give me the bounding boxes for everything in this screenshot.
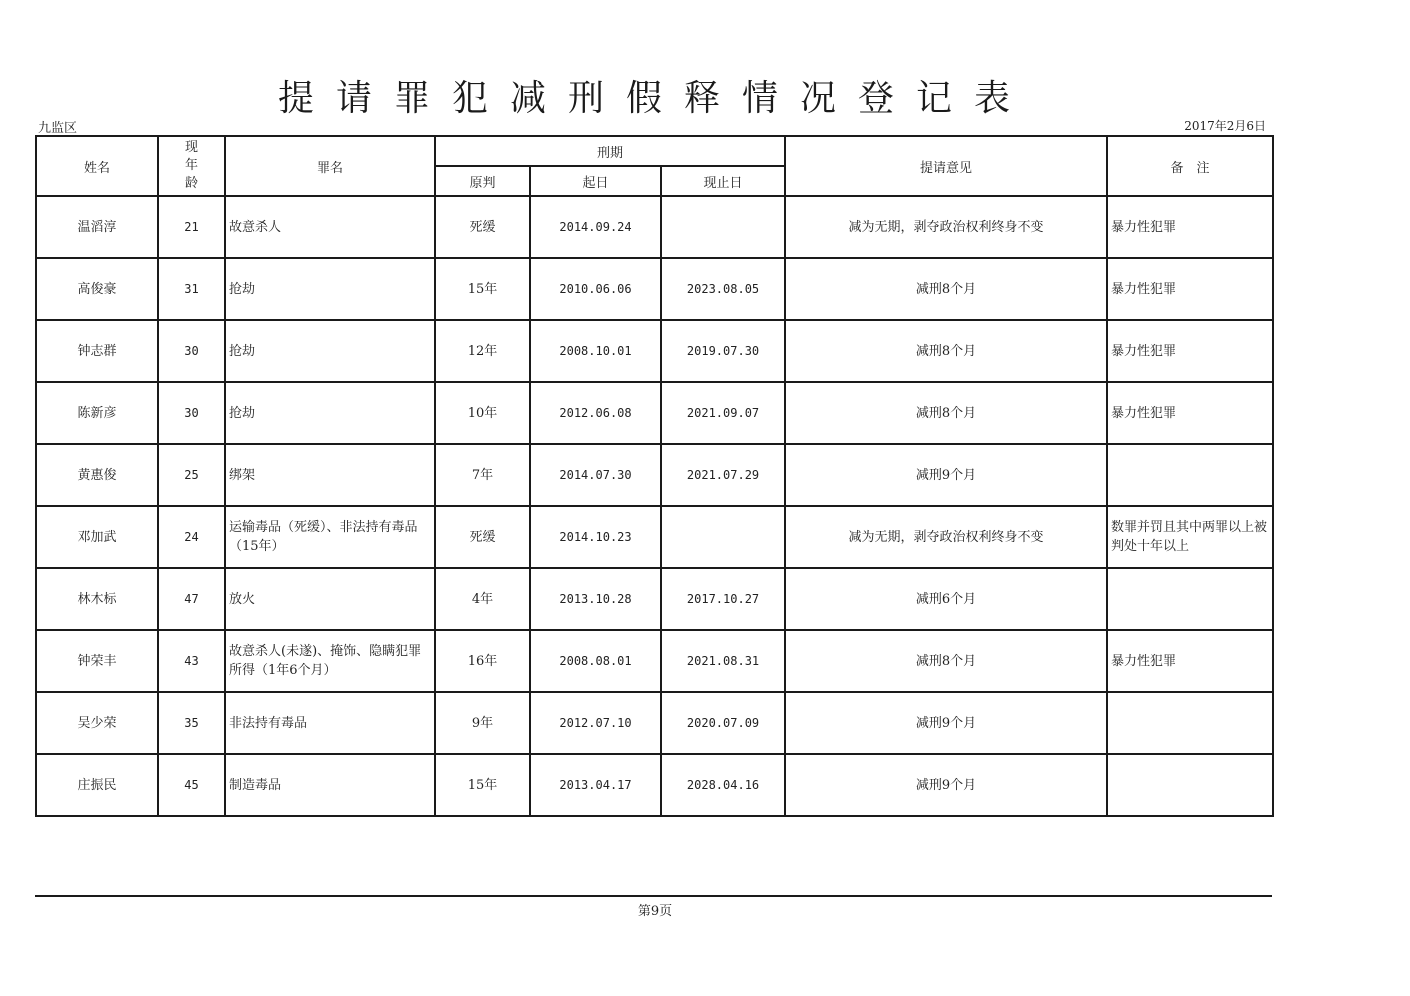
cell-remark: 暴力性犯罪 — [1107, 382, 1273, 444]
page-title: 提请罪犯减刑假释情况登记表 — [277, 78, 1032, 119]
header-remark: 备 注 — [1107, 136, 1273, 196]
cell-opinion: 减为无期，剥夺政治权利终身不变 — [785, 506, 1107, 568]
cell-crime: 非法持有毒品 — [225, 692, 435, 754]
cell-end-date — [661, 196, 785, 258]
cell-age: 31 — [158, 258, 225, 320]
cell-crime: 绑架 — [225, 444, 435, 506]
table-row — [36, 506, 1273, 568]
cell-remark — [1107, 444, 1273, 506]
header-opinion: 提请意见 — [785, 136, 1107, 196]
cell-start-date: 2008.10.01 — [530, 320, 661, 382]
cell-age: 43 — [158, 630, 225, 692]
cell-age: 21 — [158, 196, 225, 258]
cell-end-date: 2023.08.05 — [661, 258, 785, 320]
table-row — [36, 444, 1273, 506]
cell-remark: 暴力性犯罪 — [1107, 258, 1273, 320]
cell-opinion: 减为无期，剥夺政治权利终身不变 — [785, 196, 1107, 258]
header-original-sentence: 原判 — [435, 166, 530, 196]
header-crime: 罪名 — [225, 136, 435, 196]
cell-name: 温滔淳 — [36, 196, 158, 258]
cell-age: 47 — [158, 568, 225, 630]
cell-start-date: 2013.10.28 — [530, 568, 661, 630]
cell-remark: 暴力性犯罪 — [1107, 630, 1273, 692]
cell-original-sentence: 4年 — [435, 568, 530, 630]
cell-name: 吴少荣 — [36, 692, 158, 754]
cell-crime: 故意杀人(未遂)、掩饰、隐瞒犯罪所得（1年6个月） — [225, 630, 435, 692]
cell-original-sentence: 10年 — [435, 382, 530, 444]
cell-name: 高俊豪 — [36, 258, 158, 320]
cell-start-date: 2012.07.10 — [530, 692, 661, 754]
cell-name: 邓加武 — [36, 506, 158, 568]
page-number: 第9页 — [637, 904, 673, 919]
cell-start-date: 2008.08.01 — [530, 630, 661, 692]
cell-name: 林木标 — [36, 568, 158, 630]
cell-name: 黄惠俊 — [36, 444, 158, 506]
cell-crime: 故意杀人 — [225, 196, 435, 258]
cell-original-sentence: 15年 — [435, 754, 530, 816]
cell-remark: 暴力性犯罪 — [1107, 196, 1273, 258]
table-row — [36, 692, 1273, 754]
cell-start-date: 2014.10.23 — [530, 506, 661, 568]
cell-age: 35 — [158, 692, 225, 754]
cell-opinion: 减刑8个月 — [785, 630, 1107, 692]
cell-end-date: 2020.07.09 — [661, 692, 785, 754]
cell-remark — [1107, 754, 1273, 816]
cell-crime: 抢劫 — [225, 258, 435, 320]
header-start-date: 起日 — [530, 166, 661, 196]
cell-opinion: 减刑9个月 — [785, 444, 1107, 506]
table-header — [36, 136, 1273, 196]
cell-original-sentence: 16年 — [435, 630, 530, 692]
table-row — [36, 568, 1273, 630]
cell-crime: 抢劫 — [225, 320, 435, 382]
date-label: 2017年2月6日 — [1184, 119, 1266, 133]
cell-remark: 数罪并罚且其中两罪以上被判处十年以上 — [1107, 506, 1273, 568]
cell-name: 钟志群 — [36, 320, 158, 382]
cell-original-sentence: 7年 — [435, 444, 530, 506]
cell-start-date: 2014.07.30 — [530, 444, 661, 506]
cell-name: 庄振民 — [36, 754, 158, 816]
footer-divider — [35, 895, 1272, 897]
cell-name: 陈新彦 — [36, 382, 158, 444]
cell-opinion: 减刑8个月 — [785, 258, 1107, 320]
cell-original-sentence: 死缓 — [435, 506, 530, 568]
cell-end-date: 2021.07.29 — [661, 444, 785, 506]
table-row — [36, 196, 1273, 258]
cell-original-sentence: 15年 — [435, 258, 530, 320]
header-end-date: 现止日 — [661, 166, 785, 196]
table-row — [36, 320, 1273, 382]
cell-start-date: 2014.09.24 — [530, 196, 661, 258]
cell-original-sentence: 12年 — [435, 320, 530, 382]
header-term: 刑期 — [435, 136, 785, 166]
cell-original-sentence: 死缓 — [435, 196, 530, 258]
cell-age: 30 — [158, 382, 225, 444]
table-row — [36, 382, 1273, 444]
cell-opinion: 减刑9个月 — [785, 692, 1107, 754]
cell-opinion: 减刑9个月 — [785, 754, 1107, 816]
cell-end-date: 2028.04.16 — [661, 754, 785, 816]
cell-crime: 运输毒品（死缓）、非法持有毒品（15年） — [225, 506, 435, 568]
unit-label: 九监区 — [38, 121, 78, 136]
cell-end-date: 2019.07.30 — [661, 320, 785, 382]
header-age: 现 年 龄 — [158, 136, 225, 196]
cell-opinion: 减刑6个月 — [785, 568, 1107, 630]
cell-end-date: 2021.08.31 — [661, 630, 785, 692]
cell-remark — [1107, 692, 1273, 754]
cell-opinion: 减刑8个月 — [785, 382, 1107, 444]
cell-end-date: 2017.10.27 — [661, 568, 785, 630]
header-name: 姓名 — [36, 136, 158, 196]
table-body — [36, 196, 1273, 816]
cell-start-date: 2013.04.17 — [530, 754, 661, 816]
cell-start-date: 2012.06.08 — [530, 382, 661, 444]
cell-start-date: 2010.06.06 — [530, 258, 661, 320]
register-table — [35, 135, 1274, 817]
cell-name: 钟荣丰 — [36, 630, 158, 692]
cell-crime: 放火 — [225, 568, 435, 630]
cell-opinion: 减刑8个月 — [785, 320, 1107, 382]
table-row — [36, 630, 1273, 692]
cell-end-date: 2021.09.07 — [661, 382, 785, 444]
cell-age: 30 — [158, 320, 225, 382]
cell-remark — [1107, 568, 1273, 630]
cell-original-sentence: 9年 — [435, 692, 530, 754]
table-row — [36, 258, 1273, 320]
cell-end-date — [661, 506, 785, 568]
cell-age: 45 — [158, 754, 225, 816]
cell-crime: 抢劫 — [225, 382, 435, 444]
cell-age: 25 — [158, 444, 225, 506]
cell-age: 24 — [158, 506, 225, 568]
cell-crime: 制造毒品 — [225, 754, 435, 816]
cell-remark: 暴力性犯罪 — [1107, 320, 1273, 382]
table-row — [36, 754, 1273, 816]
